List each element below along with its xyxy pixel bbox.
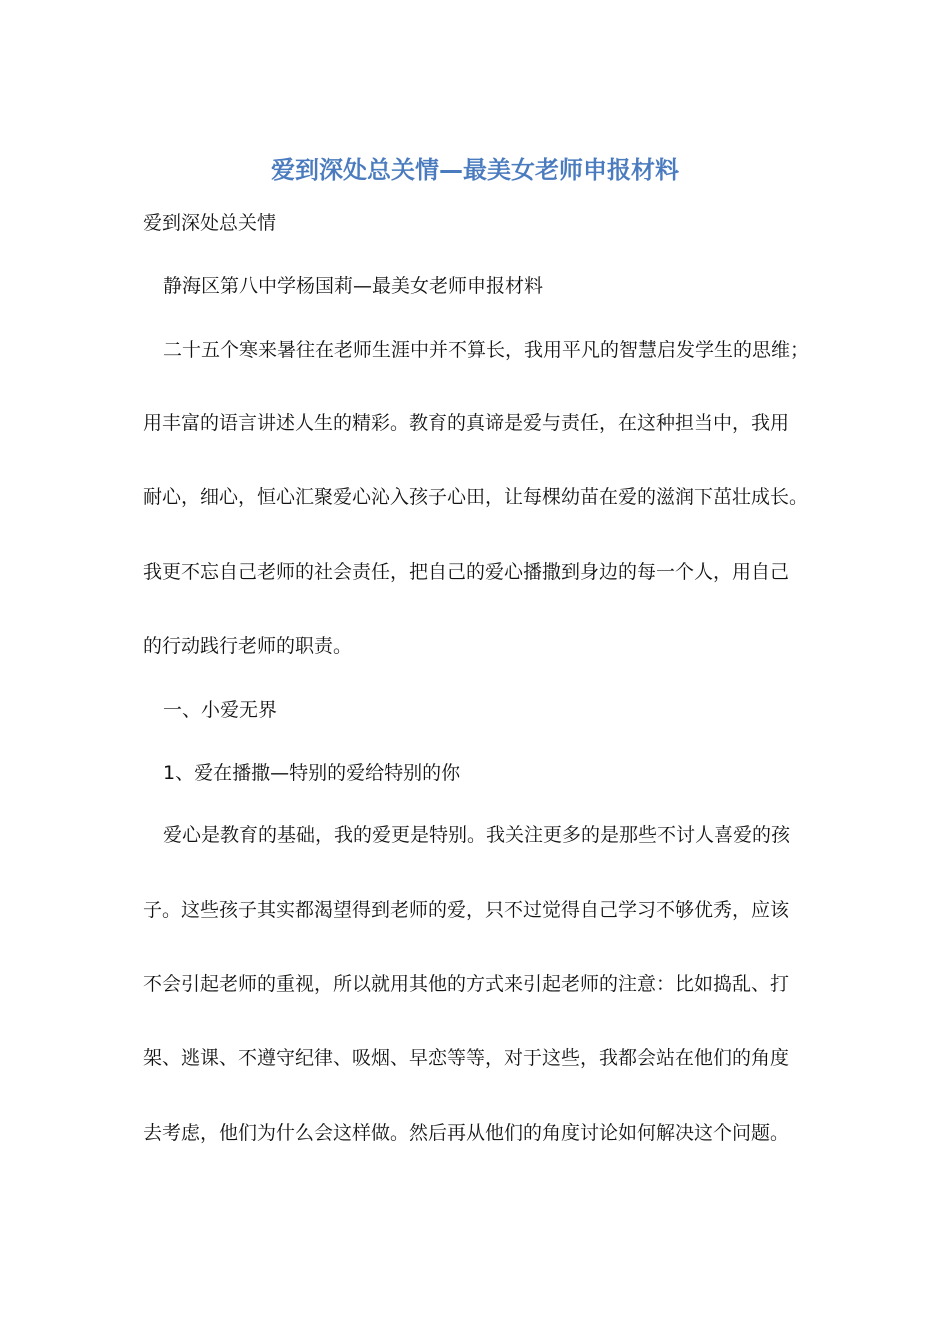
- subsection-heading: 1、爱在播撒—特别的爱给特别的你: [163, 762, 461, 784]
- intro-line: 二十五个寒来暑往在老师生涯中并不算长，我用平凡的智慧启发学生的思维；: [163, 339, 810, 361]
- body-line: 去考虑，他们为什么会这样做。然后再从他们的角度讨论如何解决这个问题。: [143, 1122, 790, 1144]
- section-heading: 一、小爱无界: [163, 699, 278, 721]
- intro-line: 我更不忘自己老师的社会责任，把自己的爱心播撒到身边的每一个人，用自己: [143, 561, 790, 583]
- body-line: 爱心是教育的基础，我的爱更是特别。我关注更多的是那些不讨人喜爱的孩: [163, 824, 791, 846]
- body-line: 架、逃课、不遵守纪律、吸烟、早恋等等，对于这些，我都会站在他们的角度: [143, 1047, 790, 1069]
- intro-line: 的行动践行老师的职责。: [143, 635, 353, 657]
- body-line: 子。这些孩子其实都渴望得到老师的爱，只不过觉得自己学习不够优秀，应该: [143, 899, 790, 921]
- byline: 静海区第八中学杨国莉—最美女老师申报材料: [163, 275, 544, 297]
- intro-line: 用丰富的语言讲述人生的精彩。教育的真谛是爱与责任，在这种担当中，我用: [143, 412, 790, 434]
- document-title: 爱到深处总关情—最美女老师申报材料: [271, 156, 679, 184]
- body-line: 不会引起老师的重视，所以就用其他的方式来引起老师的注意：比如捣乱、打: [143, 973, 790, 995]
- intro-line: 耐心，细心，恒心汇聚爱心沁入孩子心田，让每棵幼苗在爱的滋润下茁壮成长。: [143, 486, 809, 508]
- subtitle: 爱到深处总关情: [143, 212, 277, 234]
